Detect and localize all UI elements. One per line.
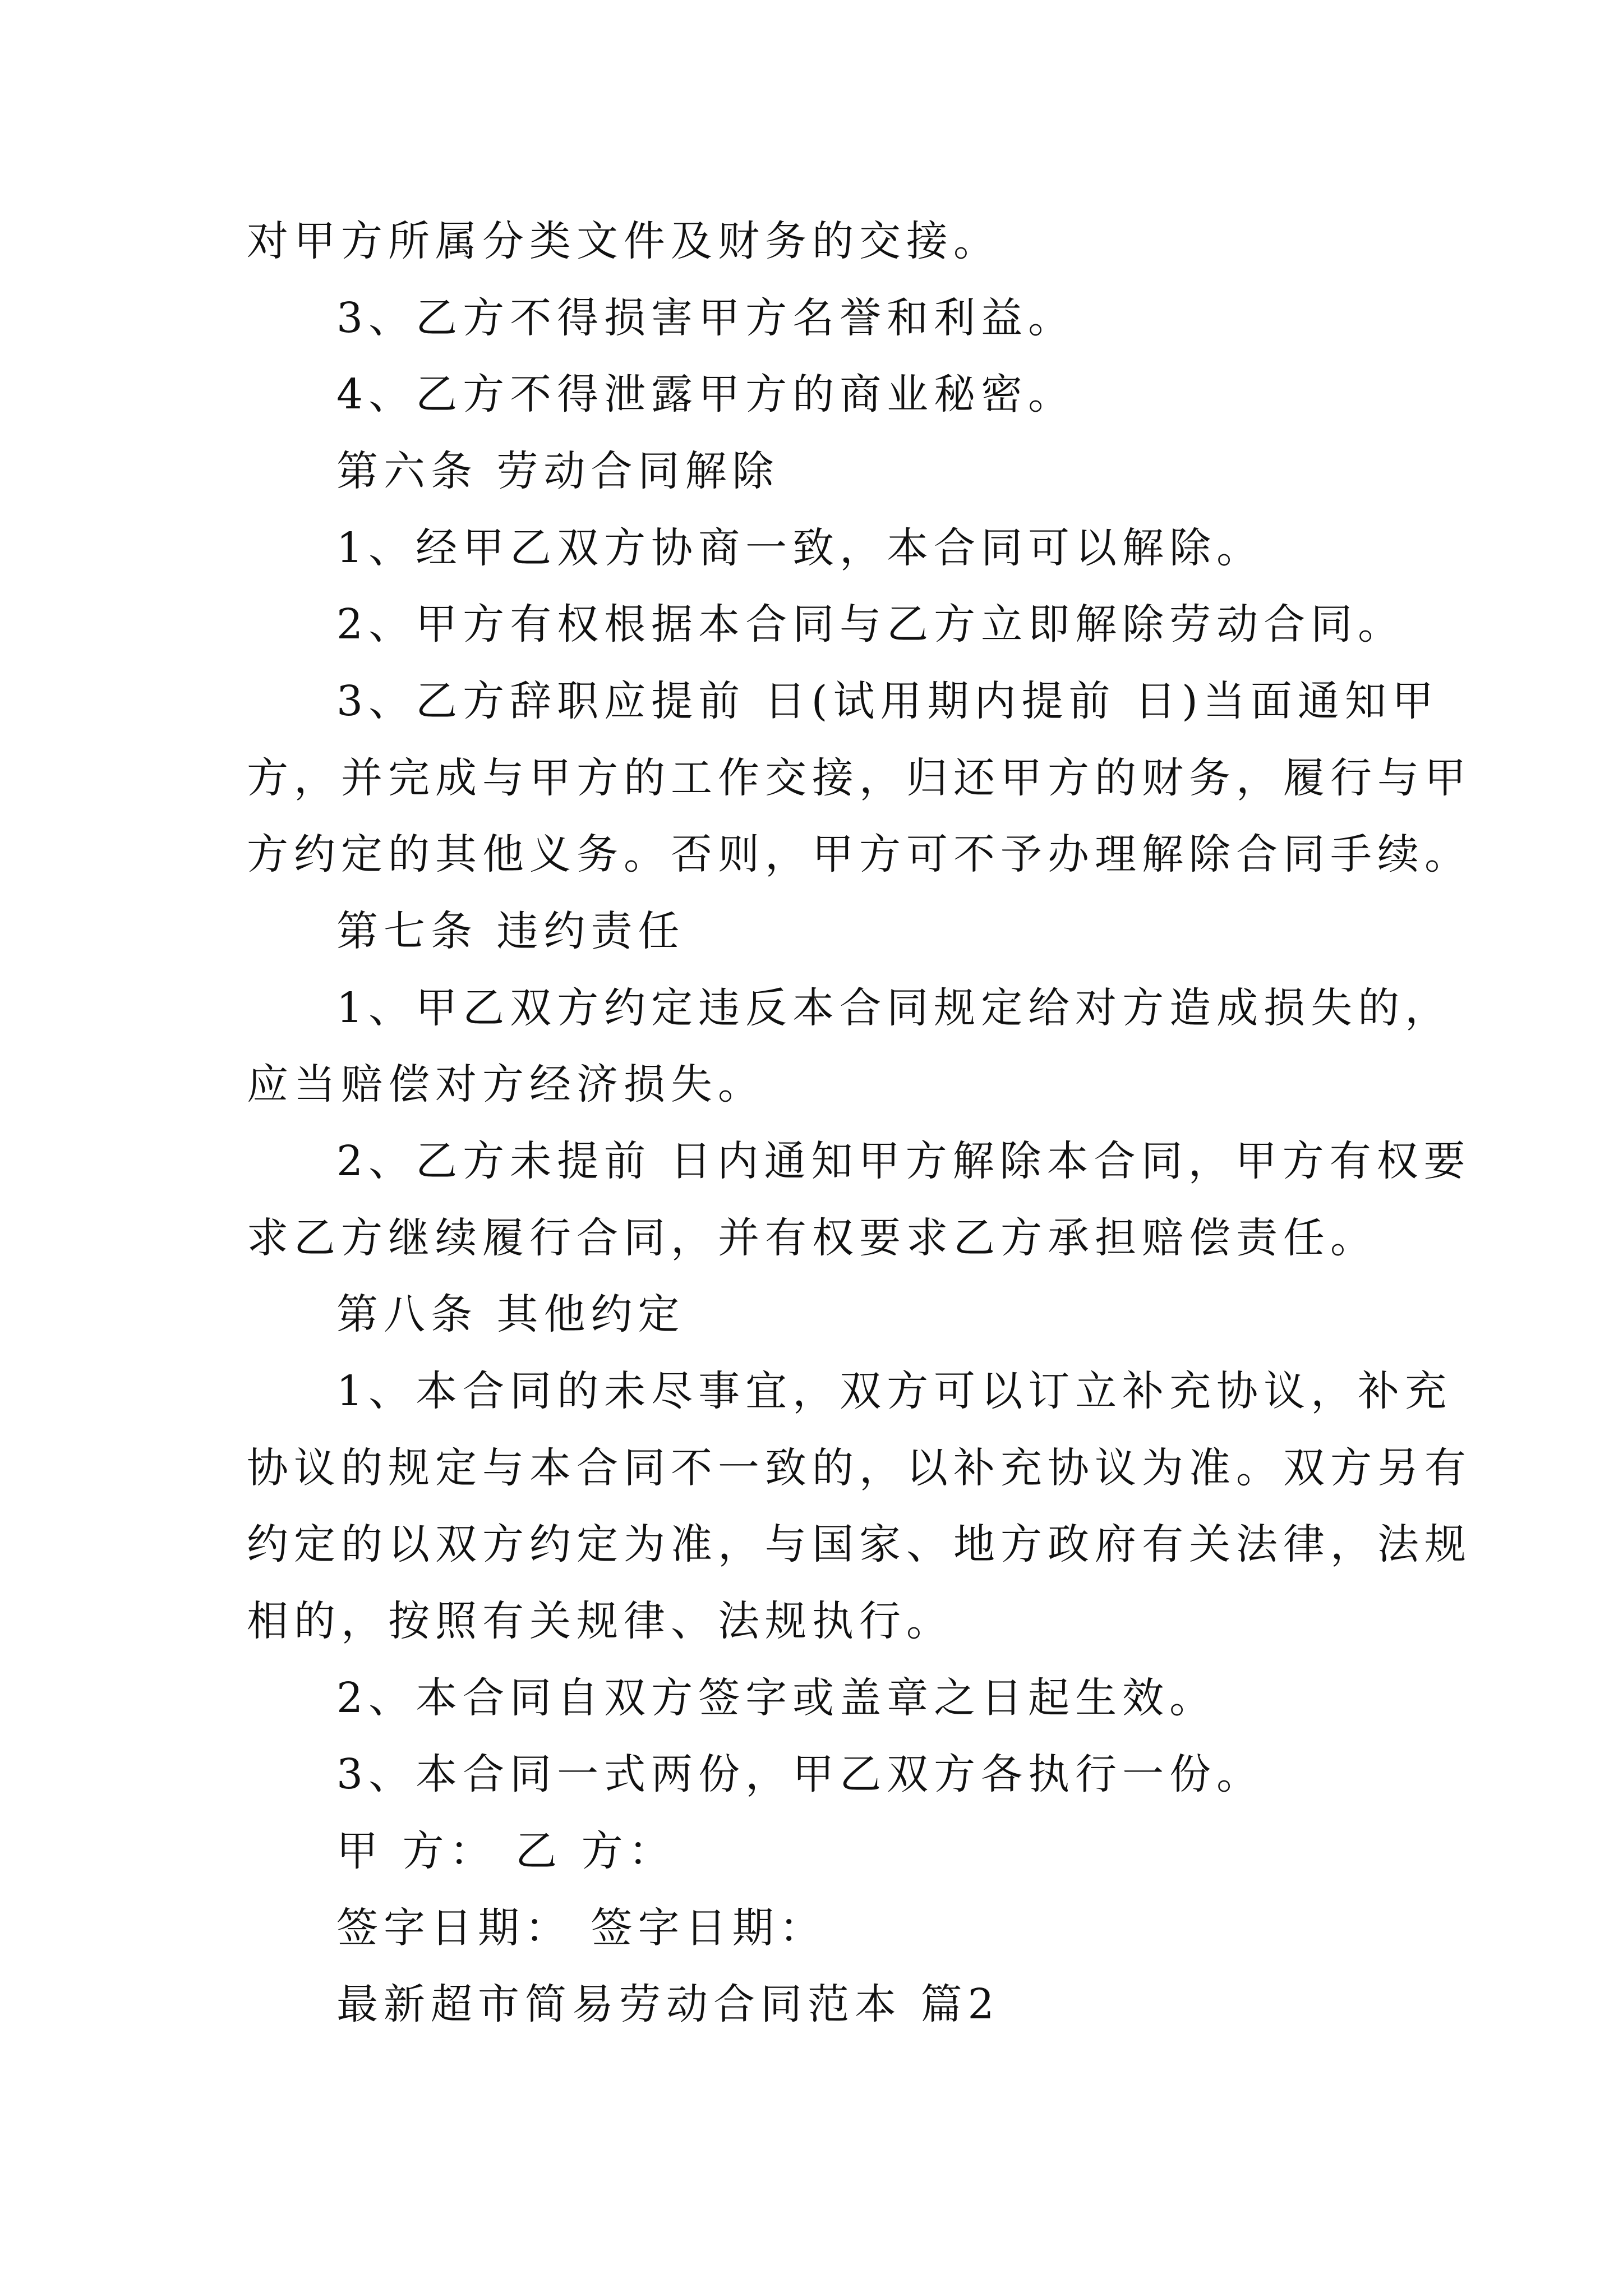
clause-item: 1、甲乙双方约定违反本合同规定给对方造成损失的， bbox=[336, 984, 1453, 1032]
clause-item: 4、乙方不得泄露甲方的商业秘密。 bbox=[336, 370, 1076, 418]
text-line-continuation: 应当赔偿对方经济损失。 bbox=[247, 1060, 765, 1108]
text-line-continuation: 相的，按照有关规律、法规执行。 bbox=[247, 1597, 953, 1645]
clause-item: 1、本合同的未尽事宜，双方可以订立补充协议，补充 bbox=[336, 1367, 1453, 1415]
text-line-continuation: 方约定的其他义务。否则，甲方可不予办理解除合同手续。 bbox=[247, 830, 1472, 878]
article-heading: 第七条 违约责任 bbox=[336, 907, 685, 955]
clause-item: 3、乙方辞职应提前 日(试用期内提前 日)当面通知甲 bbox=[336, 677, 1439, 725]
article-heading: 第六条 劳动合同解除 bbox=[336, 447, 780, 495]
clause-item: 2、甲方有权根据本合同与乙方立即解除劳动合同。 bbox=[336, 600, 1405, 648]
clause-item: 2、本合同自双方签字或盖章之日起生效。 bbox=[336, 1674, 1217, 1722]
signature-parties: 甲 方： 乙 方： bbox=[336, 1827, 676, 1875]
article-heading: 第八条 其他约定 bbox=[336, 1290, 685, 1338]
text-line-continuation: 方，并完成与甲方的工作交接，归还甲方的财务，履行与甲 bbox=[247, 754, 1472, 802]
clause-item: 2、乙方未提前 日内通知甲方解除本合同，甲方有权要 bbox=[336, 1137, 1471, 1185]
clause-item: 1、经甲乙双方协商一致，本合同可以解除。 bbox=[336, 524, 1264, 572]
clause-item: 3、乙方不得损害甲方名誉和利益。 bbox=[336, 294, 1076, 342]
clause-item: 3、本合同一式两份，甲乙双方各执行一份。 bbox=[336, 1750, 1264, 1798]
text-line-continuation: 协议的规定与本合同不一致的，以补充协议为准。双方另有 bbox=[247, 1444, 1472, 1492]
text-line-continuation: 对甲方所属分类文件及财务的交接。 bbox=[247, 217, 1000, 265]
text-line-continuation: 约定的以双方约定为准，与国家、地方政府有关法律，法规 bbox=[247, 1520, 1472, 1568]
section-title: 最新超市简易劳动合同范本 篇2 bbox=[336, 1980, 1000, 2028]
text-line-continuation: 求乙方继续履行合同，并有权要求乙方承担赔偿责任。 bbox=[247, 1214, 1377, 1262]
signature-dates: 签字日期： 签字日期： bbox=[336, 1904, 827, 1952]
